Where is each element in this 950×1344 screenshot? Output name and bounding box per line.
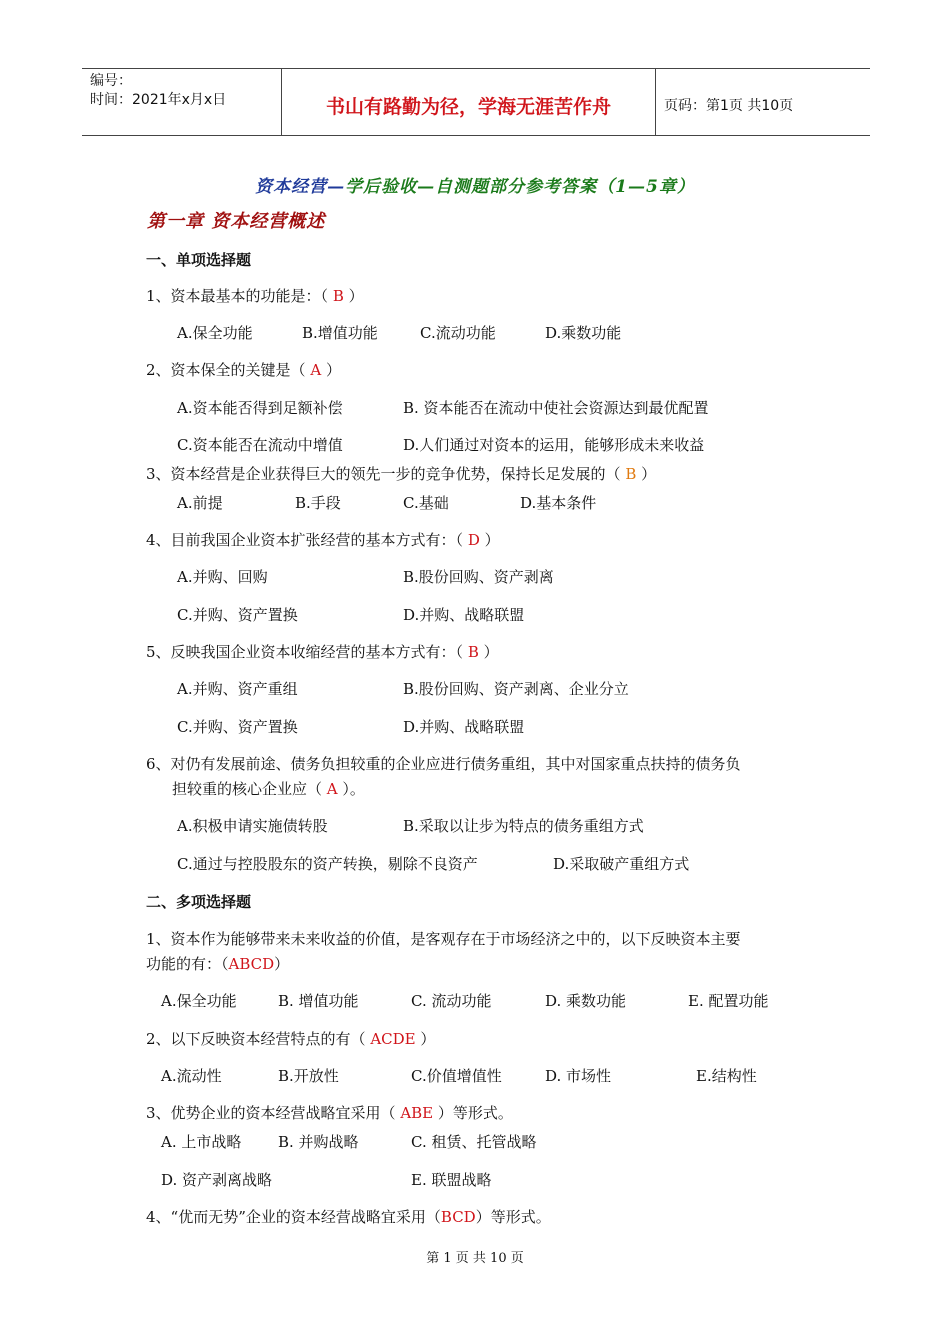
- answer: BCD: [440, 1208, 476, 1226]
- question-6-stem-line1: 6、对仍有发展前途、债务负担较重的企业应进行债务重组，其中对国家重点扶持的债务负: [146, 755, 741, 773]
- q5-option-c: C.并购、资产置换: [177, 718, 298, 736]
- question-5-stem: 5、反映我国企业资本收缩经营的基本方式有：（ B ）: [146, 643, 499, 661]
- mquestion-1-stem-line2: 功能的有：（ABCD）: [146, 955, 290, 973]
- q2-option-a: A.资本能否得到足额补偿: [177, 399, 343, 417]
- mquestion-2-stem: 2、以下反映资本经营特点的有（ ACDE ）: [146, 1030, 436, 1048]
- q4-option-c: C.并购、资产置换: [177, 606, 298, 624]
- q5-option-a: A.并购、资产重组: [177, 680, 298, 698]
- question-1-stem: 1、资本最基本的功能是：（ B ）: [146, 287, 364, 305]
- answer: B: [332, 287, 344, 305]
- q2-option-c: C.资本能否在流动中增值: [177, 436, 343, 454]
- q1-option-a: A.保全功能: [177, 324, 253, 342]
- q1-option-d: D.乘数功能: [545, 324, 622, 342]
- q4-option-a: A.并购、回购: [177, 568, 268, 586]
- q3-option-d: D.基本条件: [520, 494, 597, 512]
- section-single-choice-title: 一、单项选择题: [146, 251, 252, 269]
- question-3-stem: 3、资本经营是企业获得巨大的领先一步的竞争优势，保持长足发展的（ B ）: [146, 465, 657, 483]
- number-label: 编号：: [90, 73, 132, 89]
- q3-option-b: B.手段: [295, 494, 341, 512]
- m3-option-b: B. 并购战略: [278, 1133, 359, 1151]
- page-info: 页码：第1页 共10页: [664, 98, 794, 114]
- q3-option-c: C.基础: [403, 494, 449, 512]
- q3-option-a: A.前提: [177, 494, 223, 512]
- motto: 书山有路勤为径，学海无涯苦作舟: [282, 69, 656, 135]
- time-label: 时间：2021年x月x日: [90, 92, 227, 108]
- m3-option-d: D. 资产剥离战略: [161, 1171, 273, 1189]
- answer: A: [326, 780, 338, 798]
- q4-option-b: B.股份回购、资产剥离: [403, 568, 554, 586]
- question-4-stem: 4、目前我国企业资本扩张经营的基本方式有：（ D ）: [146, 531, 500, 549]
- m1-option-c: C. 流动功能: [411, 992, 492, 1010]
- answer: B: [467, 643, 479, 661]
- m2-option-d: D. 市场性: [545, 1067, 612, 1085]
- q1-option-c: C.流动功能: [420, 324, 496, 342]
- answer: ABE: [400, 1104, 434, 1122]
- answer: ACDE: [370, 1030, 416, 1048]
- m1-option-b: B. 增值功能: [278, 992, 359, 1010]
- m3-option-c: C. 租赁、托管战略: [411, 1133, 537, 1151]
- q4-option-d: D.并购、战略联盟: [403, 606, 525, 624]
- q2-option-b: B. 资本能否在流动中使社会资源达到最优配置: [403, 399, 709, 417]
- m1-option-a: A.保全功能: [161, 992, 237, 1010]
- m3-option-e: E. 联盟战略: [411, 1171, 492, 1189]
- question-6-stem-line2: 担较重的核心企业应（ A ）。: [172, 780, 365, 798]
- document-title-part2: 学后验收—自测题部分参考答案（1—5章）: [345, 177, 695, 197]
- mquestion-4-stem: 4、“优而无势”企业的资本经营战略宜采用（BCD）等形式。: [146, 1208, 551, 1226]
- answer: A: [310, 361, 322, 379]
- document-title: [0, 172, 950, 197]
- answer: D: [467, 531, 480, 549]
- document-title-part1: 资本经营—: [255, 177, 346, 197]
- m1-option-e: E. 配置功能: [688, 992, 769, 1010]
- answer: ABCD: [228, 955, 275, 973]
- m2-option-c: C.价值增值性: [411, 1067, 502, 1085]
- q5-option-d: D.并购、战略联盟: [403, 718, 525, 736]
- q5-option-b: B.股份回购、资产剥离、企业分立: [403, 680, 629, 698]
- m1-option-d: D. 乘数功能: [545, 992, 627, 1010]
- header-meta-cell: [82, 69, 282, 135]
- q2-option-d: D.人们通过对资本的运用，能够形成未来收益: [403, 436, 705, 454]
- mquestion-3-stem: 3、优势企业的资本经营战略宜采用（ ABE ）等形式。: [146, 1104, 513, 1122]
- question-2-stem: 2、资本保全的关键是（ A ）: [146, 361, 341, 379]
- m2-option-e: E.结构性: [696, 1067, 757, 1085]
- q1-option-b: B.增值功能: [302, 324, 378, 342]
- mquestion-1-stem-line1: 1、资本作为能够带来未来收益的价值，是客观存在于市场经济之中的，以下反映资本主要: [146, 930, 741, 948]
- q6-option-d: D.采取破产重组方式: [553, 855, 690, 873]
- q6-option-b: B.采取以让步为特点的债务重组方式: [403, 817, 644, 835]
- m2-option-b: B.开放性: [278, 1067, 339, 1085]
- section-multiple-choice-title: 二、多项选择题: [146, 893, 252, 911]
- answer: B: [625, 465, 637, 483]
- m3-option-a: A. 上市战略: [161, 1133, 242, 1151]
- q6-option-c: C.通过与控股股东的资产转换，剔除不良资产: [177, 855, 478, 873]
- page-header-table: [82, 68, 870, 136]
- q6-option-a: A.积极申请实施债转股: [177, 817, 328, 835]
- m2-option-a: A.流动性: [161, 1067, 222, 1085]
- page-footer: 第 1 页 共 10 页: [426, 1251, 524, 1266]
- chapter-title: 第一章 资本经营概述: [147, 211, 326, 232]
